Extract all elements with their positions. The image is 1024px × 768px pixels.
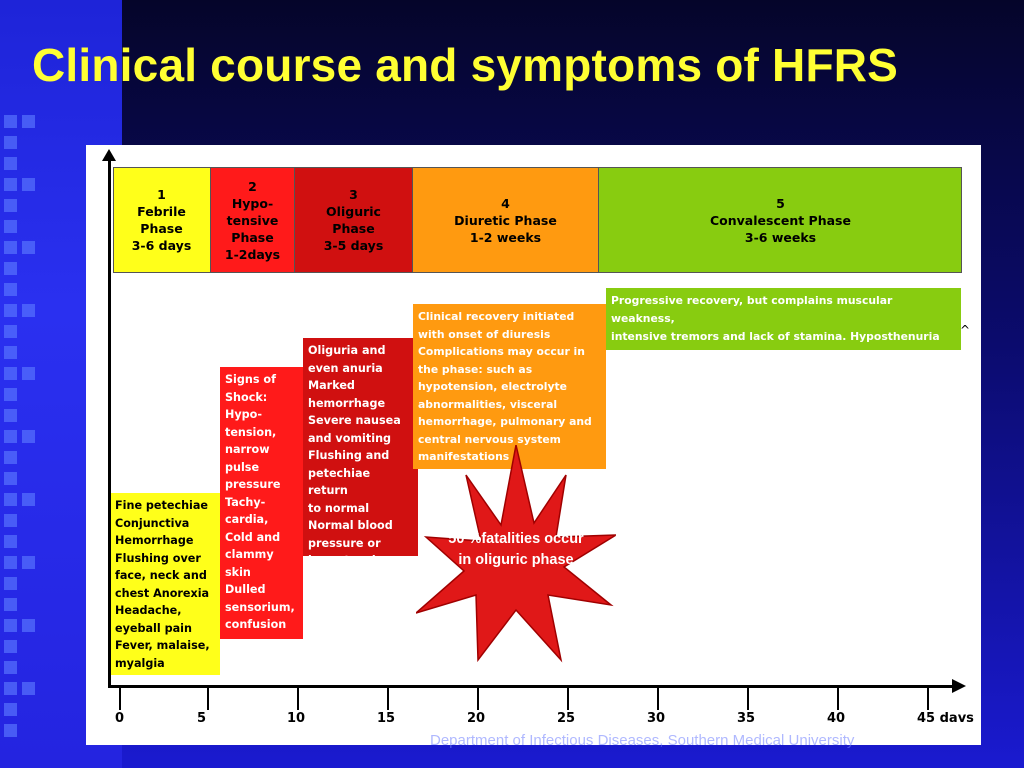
slide-title: Clinical course and symptoms of HFRS <box>32 39 899 91</box>
decorative-square <box>4 577 17 590</box>
decorative-square <box>4 325 17 338</box>
symptoms-diuretic: Clinical recovery initiated with onset of diuresis Complications may occur in the phase: such as hypotension, electrolyte abnormalities, visceral hemorrhage, pulmonary and central nervous system manifestations <box>413 304 606 469</box>
x-axis-tick-label: 30 <box>647 711 666 726</box>
x-axis-tick <box>927 688 929 710</box>
x-axis-tick-label: 10 <box>287 711 306 726</box>
decorative-square <box>4 346 17 359</box>
decorative-square <box>4 304 17 317</box>
decorative-square <box>22 430 35 443</box>
fatality-callout-text: 50 %fatalities occur in oliguric phase <box>448 531 584 568</box>
decorative-square <box>4 262 17 275</box>
x-axis-tick <box>567 688 569 710</box>
decorative-square <box>4 682 17 695</box>
footer-credit: Department of Infectious Diseases, Southern Medical University <box>430 732 855 749</box>
symptoms-convalescent: Progressive recovery, but complains muscular weakness, intensive tremors and lack of stamina. Hyposthenuria and polyuria are present but usually disappear with 2 months <box>606 288 961 350</box>
decorative-squares <box>4 115 38 755</box>
x-axis-tick <box>119 688 121 710</box>
decorative-square <box>22 304 35 317</box>
decorative-square <box>22 115 35 128</box>
x-axis <box>108 685 958 688</box>
x-axis-tick-label: 5 <box>197 711 207 726</box>
decorative-square <box>4 661 17 674</box>
symptoms-hypotensive: Signs of Shock: Hypo- tension, narrow pulse pressure Tachy- cardia, Cold and clammy skin Dulled sensorium, confusion <box>220 367 303 639</box>
decorative-square <box>4 367 17 380</box>
decorative-square <box>4 430 17 443</box>
decorative-square <box>4 619 17 632</box>
decorative-square <box>22 493 35 506</box>
decorative-square <box>22 367 35 380</box>
x-axis-tick-label: 25 <box>557 711 576 726</box>
decorative-square <box>4 514 17 527</box>
decorative-square <box>22 178 35 191</box>
decorative-square <box>22 556 35 569</box>
phase-febrile: 1 Febrile Phase 3-6 days <box>113 167 211 273</box>
decorative-square <box>4 556 17 569</box>
decorative-square <box>4 472 17 485</box>
x-axis-tick <box>657 688 659 710</box>
decorative-square <box>4 535 17 548</box>
decorative-square <box>4 598 17 611</box>
decorative-square <box>4 388 17 401</box>
decorative-square <box>4 493 17 506</box>
caret-mark: ^ <box>960 323 971 337</box>
decorative-square <box>4 409 17 422</box>
phase-convalescent: 5 Convalescent Phase 3-6 weeks <box>599 167 962 273</box>
x-axis-tick-label: 45 davs <box>917 711 974 726</box>
x-axis-arrow-icon <box>952 679 966 693</box>
decorative-square <box>22 682 35 695</box>
decorative-square <box>4 136 17 149</box>
decorative-square <box>4 451 17 464</box>
decorative-square <box>4 724 17 737</box>
x-axis-tick-label: 40 <box>827 711 846 726</box>
decorative-square <box>22 241 35 254</box>
x-axis-tick <box>297 688 299 710</box>
decorative-square <box>4 703 17 716</box>
decorative-square <box>4 640 17 653</box>
x-axis-tick <box>207 688 209 710</box>
decorative-square <box>4 283 17 296</box>
x-axis-tick-label: 15 <box>377 711 396 726</box>
decorative-square <box>4 220 17 233</box>
x-axis-tick-label: 20 <box>467 711 486 726</box>
x-axis-tick <box>477 688 479 710</box>
x-axis-tick <box>387 688 389 710</box>
phase-oliguric: 3 Oliguric Phase 3-5 days <box>295 167 413 273</box>
phase-diuretic: 4 Diuretic Phase 1-2 weeks <box>413 167 599 273</box>
x-axis-tick <box>837 688 839 710</box>
decorative-square <box>4 199 17 212</box>
x-axis-tick-label: 35 <box>737 711 756 726</box>
decorative-square <box>4 178 17 191</box>
x-axis-tick-label: 0 <box>115 711 125 726</box>
x-axis-tick <box>747 688 749 710</box>
decorative-square <box>4 157 17 170</box>
decorative-square <box>22 619 35 632</box>
y-axis <box>108 157 111 687</box>
y-axis-arrow-icon <box>102 149 116 161</box>
phase-hypotensive: 2 Hypo- tensive Phase 1-2days <box>211 167 295 273</box>
symptoms-febrile: Fine petechiae Conjunctiva Hemorrhage Flushing over face, neck and chest Anorexia Headache, eyeball pain Fever, malaise, myalgia <box>110 493 220 675</box>
hfrs-diagram-panel <box>86 145 981 745</box>
decorative-square <box>4 241 17 254</box>
symptoms-oliguric: Oliguria and even anuria Marked hemorrhage Severe nausea and vomiting Flushing and petechiae return to normal Normal blood pressure or hypertension <box>303 338 418 556</box>
decorative-square <box>4 115 17 128</box>
